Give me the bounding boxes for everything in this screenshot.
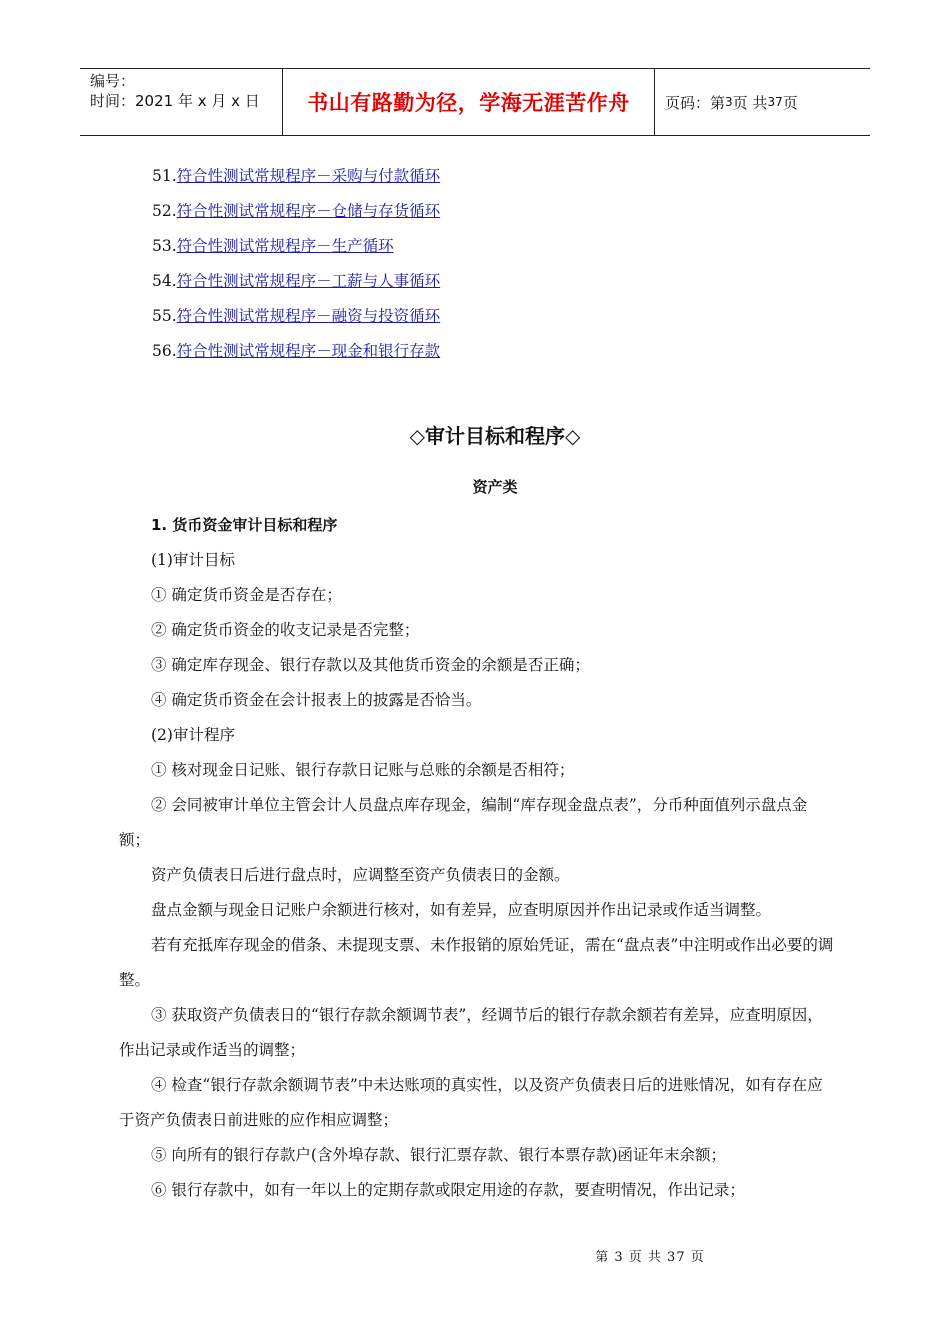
paragraph: 若有充抵库存现金的借条、未提现支票、未作报销的原始凭证，需在“盘点表”中注明或作出必要的调整。 bbox=[119, 936, 834, 989]
paragraph: ① 核对现金日记账、银行存款日记账与总账的余额是否相符； bbox=[151, 761, 575, 779]
number-label: 编号： bbox=[90, 72, 136, 90]
page-suffix: 页 bbox=[782, 93, 798, 112]
paragraph: (2)审计程序 bbox=[151, 726, 235, 744]
toc-list bbox=[152, 164, 440, 374]
header-page-info bbox=[655, 69, 870, 135]
page-mid: 页 共 bbox=[732, 93, 768, 112]
page-footer: 第 3 页 共 37 页 bbox=[595, 1250, 705, 1265]
toc-link[interactable]: 符合性测试常规程序－采购与付款循环 bbox=[176, 167, 441, 185]
toc-link[interactable]: 符合性测试常规程序－生产循环 bbox=[176, 237, 394, 255]
paragraph: (1)审计目标 bbox=[151, 551, 235, 569]
time-label: 时间：2021 年 x 月 x 日 bbox=[90, 92, 260, 110]
paragraph: ④ 确定货币资金在会计报表上的披露是否恰当。 bbox=[151, 691, 482, 709]
toc-item[interactable]: 53.符合性测试常规程序－生产循环 bbox=[152, 237, 394, 255]
paragraph: ③ 获取资产负债表日的“银行存款余额调节表”，经调节后的银行存款余额若有差异，应查明原因，作出记录或作适当的调整； bbox=[119, 1006, 823, 1059]
page-prefix: 页码：第 bbox=[665, 93, 726, 112]
paragraph: ⑤ 向所有的银行存款户(含外埠存款、银行汇票存款、银行本票存款)函证年末余额； bbox=[151, 1146, 727, 1164]
paragraph: ② 会同被审计单位主管会计人员盘点库存现金，编制“库存现金盘点表”，分币种面值列示盘点金额； bbox=[119, 796, 808, 849]
paragraph: ② 确定货币资金的收支记录是否完整； bbox=[151, 621, 420, 639]
toc-item[interactable]: 55.符合性测试常规程序－融资与投资循环 bbox=[152, 307, 441, 325]
toc-item[interactable]: 51.符合性测试常规程序－采购与付款循环 bbox=[152, 167, 441, 185]
section-title: ◇审计目标和程序◇ bbox=[409, 424, 581, 448]
page-number: 3 bbox=[725, 95, 733, 109]
page-total: 37 bbox=[767, 95, 783, 109]
toc-link[interactable]: 符合性测试常规程序－工薪与人事循环 bbox=[176, 272, 441, 290]
page-header bbox=[80, 68, 870, 136]
paragraph: ④ 检查“银行存款余额调节表”中未达账项的真实性，以及资产负债表日后的进账情况，如有存在应于资产负债表日前进账的应作相应调整； bbox=[119, 1076, 823, 1129]
header-meta bbox=[80, 69, 282, 135]
toc-link[interactable]: 符合性测试常规程序－仓储与存货循环 bbox=[176, 202, 441, 220]
subsection-title: 资产类 bbox=[472, 478, 518, 496]
header-motto: 书山有路勤为径，学海无涯苦作舟 bbox=[282, 69, 655, 135]
paragraph: ⑥ 银行存款中，如有一年以上的定期存款或限定用途的存款，要查明情况，作出记录； bbox=[151, 1181, 745, 1199]
paragraph: ① 确定货币资金是否存在； bbox=[151, 586, 342, 604]
toc-link[interactable]: 符合性测试常规程序－现金和银行存款 bbox=[176, 342, 441, 360]
toc-item[interactable]: 52.符合性测试常规程序－仓储与存货循环 bbox=[152, 202, 441, 220]
toc-item[interactable]: 56.符合性测试常规程序－现金和银行存款 bbox=[152, 342, 441, 360]
paragraph: ③ 确定库存现金、银行存款以及其他货币资金的余额是否正确； bbox=[151, 656, 590, 674]
paragraph-heading: 1. 货币资金审计目标和程序 bbox=[151, 516, 338, 534]
toc-link[interactable]: 符合性测试常规程序－融资与投资循环 bbox=[176, 307, 441, 325]
paragraph: 盘点金额与现金日记账户余额进行核对，如有差异，应查明原因并作出记录或作适当调整。 bbox=[151, 901, 772, 919]
body-text bbox=[119, 508, 835, 1208]
toc-item[interactable]: 54.符合性测试常规程序－工薪与人事循环 bbox=[152, 272, 441, 290]
paragraph: 资产负债表日后进行盘点时，应调整至资产负债表日的金额。 bbox=[151, 866, 570, 884]
